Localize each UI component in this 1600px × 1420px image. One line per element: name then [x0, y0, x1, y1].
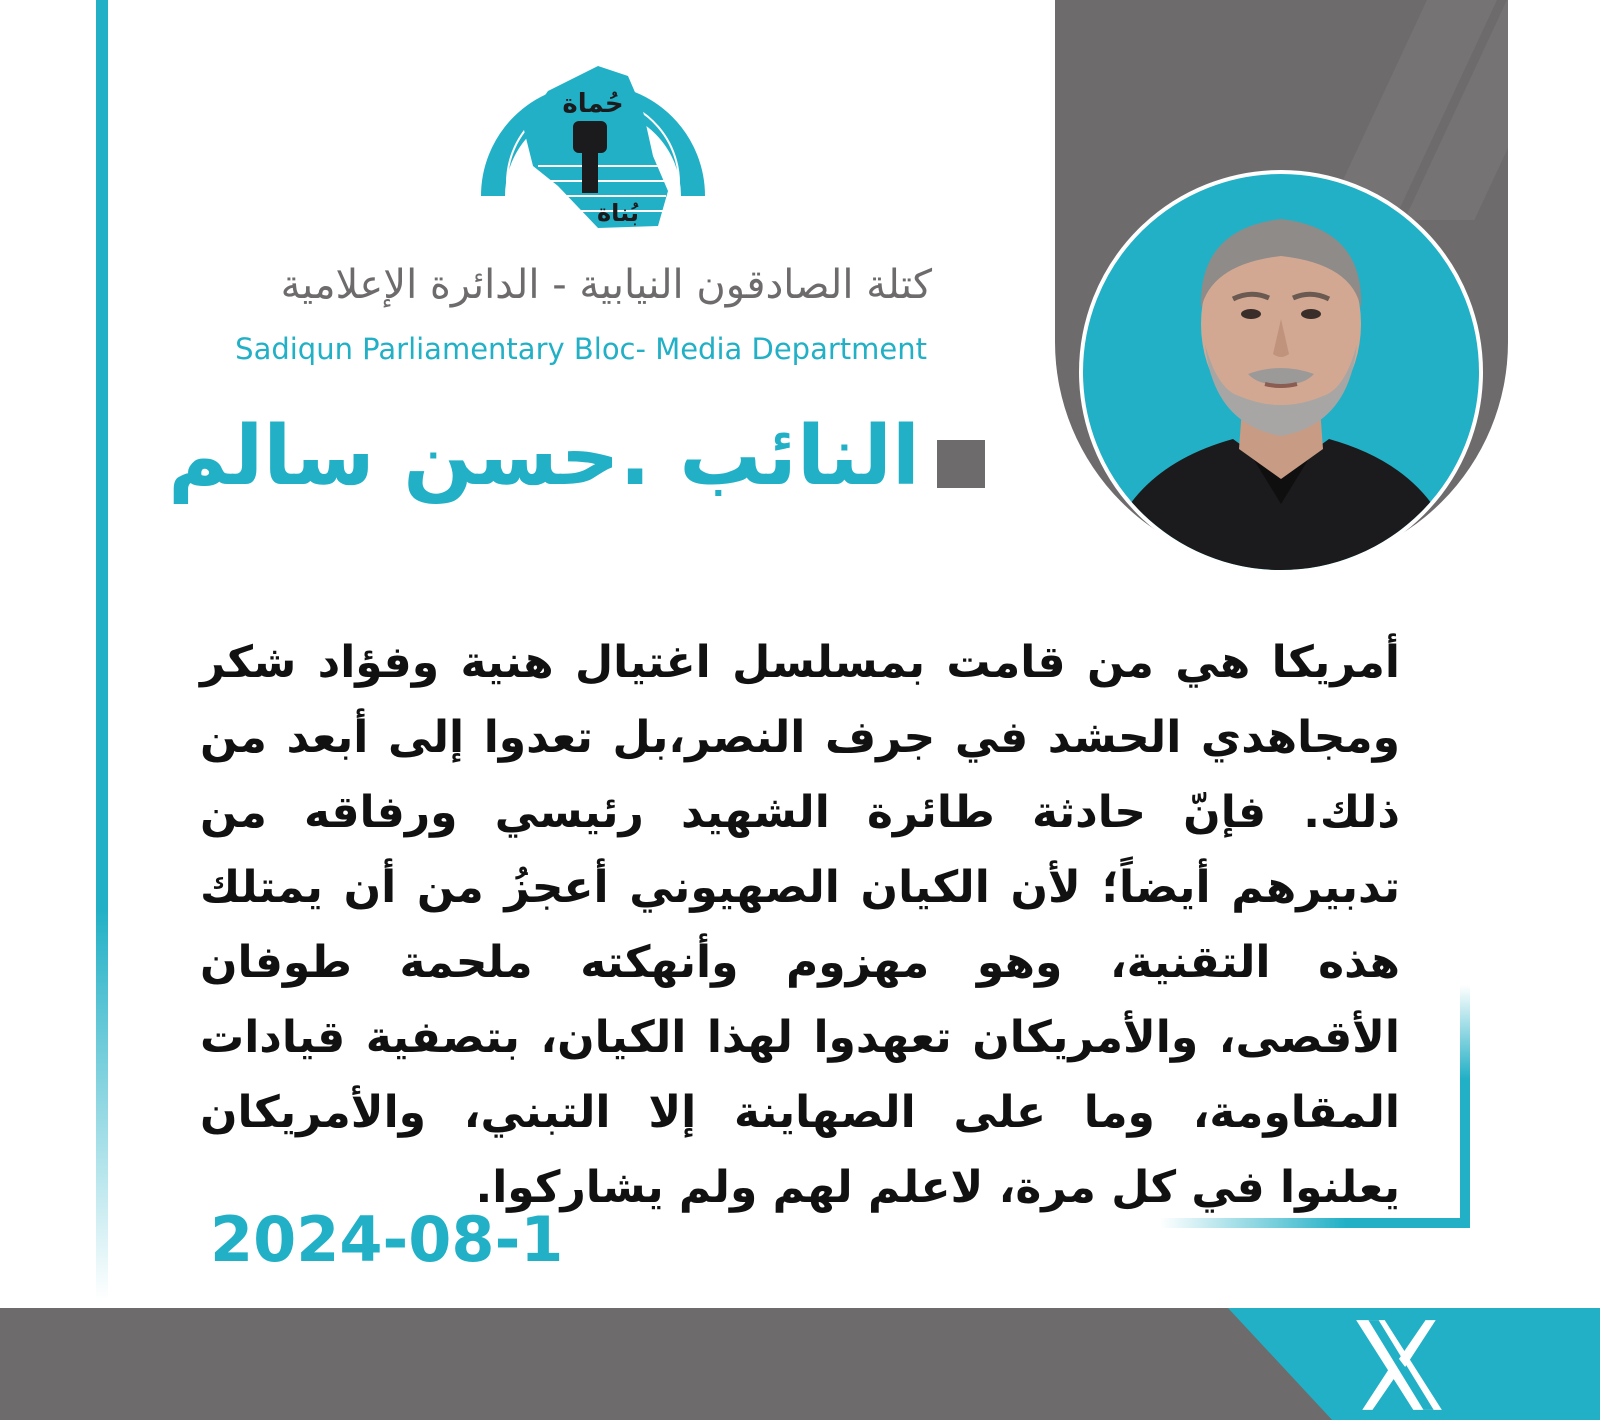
text-frame-bottom [1160, 1218, 1470, 1228]
left-accent-bar [96, 0, 108, 1300]
x-logo-icon[interactable] [1348, 1314, 1450, 1416]
portrait-photo-icon [1083, 174, 1479, 570]
title-bullet-square [937, 440, 985, 488]
org-name-english: Sadiqun Parliamentary Bloc- Media Department [235, 332, 927, 366]
logo-arc-text: حركة الصادقون [547, 28, 639, 44]
sadiqun-logo-icon [478, 16, 708, 236]
org-name-arabic: كتلة الصادقون النيابية - الدائرة الإعلامية [280, 262, 932, 308]
speaker-photo [1079, 170, 1483, 574]
logo-arc-text-left: الله أكبر [518, 55, 553, 93]
speaker-name: النائب .حسن سالم [168, 409, 920, 504]
statement-date: 2024-08-1 [210, 1203, 564, 1276]
logo-word-bottom: بُناة [597, 199, 639, 227]
sadiqun-logo [478, 16, 708, 236]
statement-text: أمريكا هي من قامت بمسلسل اغتيال هنية وفؤاد شكر ومجاهدي الحشد في جرف النصر،بل تعدوا إلى أبعد من ذلك. فإنّ حادثة طائرة الشهيد رئيسي ورفاقه من تدبيرهم أيضاً؛ لأن الكيان الصهيوني أعجزُ من أن يمتلك هذه التقنية، وهو مهزوم وأنهكته ملحمة طوفان الأقصى، والأمريكان تعهدوا لهذا الكيان، بتصفية قيادات المقاومة، وما على الصهاينة إلا التبني، والأمريكان يعلنوا في كل مرة، لاعلم لهم ولم يشاركوا. [200, 637, 1400, 1213]
logo-word-top: حُماة [562, 89, 624, 119]
text-frame-right [1460, 985, 1470, 1220]
